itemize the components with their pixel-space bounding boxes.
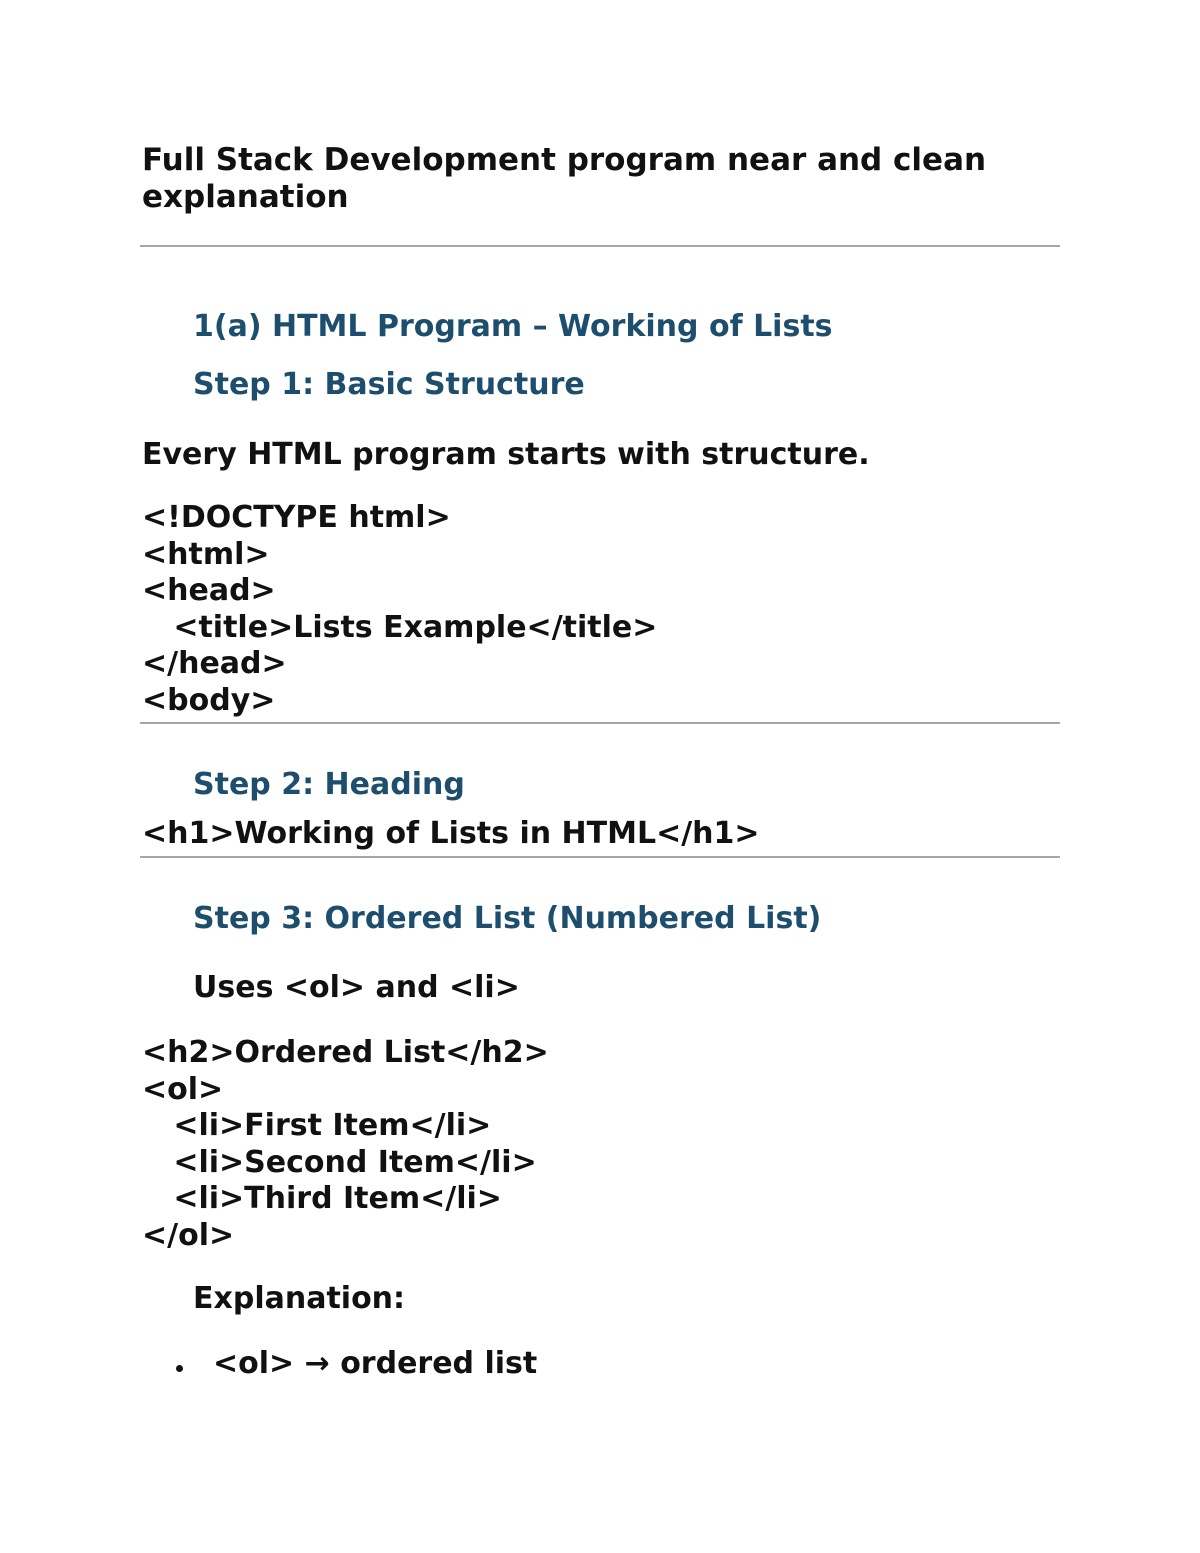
horizontal-divider [140,245,1060,247]
explanation-label: Explanation: [193,1281,406,1316]
step-1-heading: Step 1: Basic Structure [193,367,585,402]
horizontal-divider [140,856,1060,858]
section-heading: 1(a) HTML Program – Working of Lists [193,309,833,344]
horizontal-divider [140,722,1060,724]
step-2-heading: Step 2: Heading [193,767,465,802]
step-1-code-block: <!DOCTYPE html> <html> <head> <title>Lists Example</title> </head> <body> [142,500,658,718]
list-item-text: <ol> → ordered list [213,1346,538,1381]
step-3-text: Uses <ol> and <li> [193,970,520,1005]
step-2-code-block: <h1>Working of Lists in HTML</h1> [142,816,760,851]
step-3-heading: Step 3: Ordered List (Numbered List) [193,901,822,936]
bullet-icon [176,1365,183,1372]
step-3-code-block: <h2>Ordered List</h2> <ol> <li>First Item</li> <li>Second Item</li> <li>Third Item</li> </ol> [142,1035,549,1253]
document-title: Full Stack Development program near and clean explanation [142,142,987,215]
step-1-text: Every HTML program starts with structure. [142,437,870,472]
